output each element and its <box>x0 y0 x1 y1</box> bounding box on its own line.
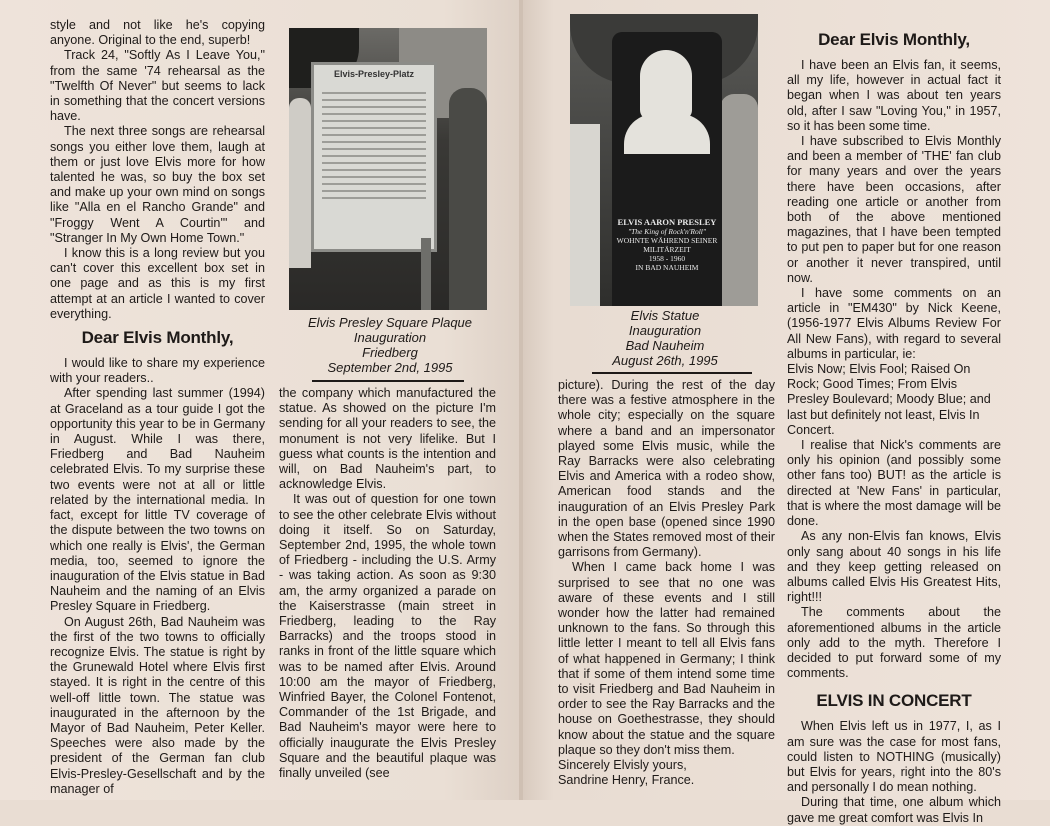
paragraph: Track 24, "Softly As I Leave You," from the same '74 rehearsal as the "Twelfth Of Never" but seems to lack in something that the concert versions have. <box>50 48 265 124</box>
paragraph: the company which manufactured the statue. As showed on the picture I'm sending for all your readers to see, the monument is not very lifelike. But I guess what counts is the intention and will, on Bad Nauheim's part, to acknowledge Elvis. <box>279 386 496 492</box>
inscription-line: MILITÄRZEIT <box>643 245 691 254</box>
caption-line: Friedberg <box>362 345 418 360</box>
caption-line: Elvis Presley Square Plaque <box>307 315 473 330</box>
inscription-line: ELVIS AARON PRESLEY <box>617 217 717 227</box>
statue-caption <box>550 308 780 368</box>
letter-heading: Dear Elvis Monthly, <box>818 30 970 49</box>
paragraph: When Elvis left us in 1977, I, as I am sure was the case for most fans, could listen to NOTHING (musically) but Elvis for years, right into the 80's and personally I do mean nothing. <box>787 719 1001 795</box>
crowd-person <box>720 94 758 306</box>
plaque-post <box>421 238 431 310</box>
statue-slab <box>612 32 722 306</box>
paragraph: It was out of question for one town to see the other celebrate Elvis without doing it itself. So on Saturday, September 2nd, 1995, the whole town of Friedberg - including the U.S. Army - was taking action. As soon as 9:30 am, the army organized a parade on the Kaiserstrasse (main street in Friedberg, leading to the Ray Barracks) and the troops stood in ranks in front of the little square which was to be named after Elvis. Around 10:00 am the mayor of Friedberg, Winfried Bayer, the Colonel Fontenot, Commander of the 1st Brigade, and Bad Nauheim's mayor were here to officially inaugurate the Elvis Presley Square and the beautiful plaque was finally unveiled (see <box>279 492 496 781</box>
paragraph: I realise that Nick's comments are only his opinion (and possibly some other fans too) BUT! as the article is directed at 'New Fans' in particular, that is where the most damage will be done. <box>787 438 1001 529</box>
left-column-1 <box>50 18 265 796</box>
signoff: Sincerely Elvisly yours, <box>558 758 687 773</box>
caption-line: Bad Nauheim <box>625 338 705 353</box>
inscription-line: "The King of Rock'n'Roll" <box>627 227 707 236</box>
paragraph: I have subscribed to Elvis Monthly and been a member of 'THE' fan club for many years and over the years there have been occasions, after reading one article or another from both of the above mentioned magazines, that I have been tempted to put pen to paper but for one reason or another it never transpired, until now. <box>787 134 1001 285</box>
crowd-person <box>570 124 600 306</box>
plaque-caption <box>270 315 510 375</box>
paragraph: picture). During the rest of the day there was a festive atmosphere in the whole city; especially on the square where a band and an impersonator played some Elvis music, while the Ray Barracks were also celebrating Elvis and America with a rodeo show, American food stands and the inauguration of an Elvis Presley Park in the open base (opened since 1990 when the States removed most of their garrisons from Germany). <box>558 378 775 560</box>
caption-line: Elvis Statue <box>630 308 700 323</box>
paragraph: After spending last summer (1994) at Graceland as a tour guide I got the opportunity this year to be in Germany in August. While I was there, Friedberg and Bad Nauheim celebrated Elvis. To my surprise these two events were not at all or little related by the international media. In fact, except for little TV coverage of the dispute between the two towns on which one really is Elvis', the German media, too, seemed to ignore the inauguration of the Elvis statue in Bad Nauheim and the naming of an Elvis Presley Square in Friedberg. <box>50 386 265 614</box>
crowd-person <box>449 88 487 310</box>
statue-photo <box>570 14 758 306</box>
paragraph: On August 26th, Bad Nauheim was the first of the two towns to officially recognize Elvis. The statue is right by the Grunewald Hotel where Elvis first stayed. It is right in the centre of this well-off little town. The statue was inaugurated in the afternoon by the Mayor of Bad Nauheim, Peter Keller. Speeches were also made by the president of the German fan club Elvis-Presley-Gesellschaft and by the manager of <box>50 614 265 796</box>
caption-line: Inauguration <box>353 330 427 345</box>
paragraph: I have been an Elvis fan, it seems, all my life, however in actual fact it began when I was about ten years old, after I saw "Loving You," in 1957, so it has been some time. <box>787 58 1001 133</box>
album-list: Elvis Now; Elvis Fool; Raised On Rock; Good Times; From Elvis Presley Boulevard; Moody Blue; and last but definitely not least, Elvis In Concert. <box>787 362 991 437</box>
caption-divider <box>592 372 752 374</box>
inscription-line: 1958 - 1960 <box>648 254 686 263</box>
crowd-person <box>289 98 311 268</box>
page-gutter <box>519 0 523 800</box>
right-column-2 <box>787 28 1001 825</box>
inscription-line: WOHNTE WÄHREND SEINER <box>616 236 718 245</box>
paragraph: The comments about the aforementioned albums in the article only add to the myth. Therefore I decided to put forward some of my comments. <box>787 605 1001 681</box>
plaque-board <box>311 62 437 252</box>
signature: Sandrine Henry, France. <box>558 773 695 788</box>
section-heading: ELVIS IN CONCERT <box>816 691 972 711</box>
paragraph: I know this is a long review but you can't cover this excellent box set in one page and as this is my first attempt at an article I wanted to cover everything. <box>50 246 265 321</box>
letter-heading: Dear Elvis Monthly, <box>81 328 234 348</box>
statue-inscription <box>616 218 718 272</box>
paragraph: When I came back home I was surprised to see that no one was aware of these events and I still wonder how the latter had remained unknown to the fans. So through this little letter I meant to tell all Elvis fans of what happened in Germany; I think that if some of them intend some time to visit Friedberg and Bad Nauheim in order to see the Ray Barracks and the house on Goethestrasse, they should know about the statue and the square plaque so they don't miss them. <box>558 560 775 757</box>
caption-line: Inauguration <box>628 323 702 338</box>
paragraph: During that time, one album which gave me great comfort was Elvis In <box>787 795 1001 825</box>
plaque-title: Elvis-Presley-Platz <box>333 69 415 79</box>
plaque-text-lines <box>314 87 434 204</box>
right-column-1 <box>558 378 775 796</box>
caption-divider <box>312 380 464 382</box>
plaque-photo <box>289 28 487 310</box>
left-column-2 <box>279 386 496 796</box>
paragraph: As any non-Elvis fan knows, Elvis only sang about 40 songs in his life and they keep getting released on albums called Elvis His Greatest Hits, right!!! <box>787 529 1001 605</box>
bust-shoulders <box>624 114 710 154</box>
elvis-bust <box>640 50 692 120</box>
paragraph: I would like to share my experience with your readers.. <box>50 356 265 386</box>
caption-line: August 26th, 1995 <box>612 353 718 368</box>
paragraph: style and not like he's copying anyone. Original to the end, superb! <box>50 18 265 48</box>
paragraph: The next three songs are rehearsal songs you either love them, laugh at them or just love Elvis more for how talented he was, so buy the box set and make up your own mind on songs like "Alla en el Rancho Grande" and "Froggy Went A Courtin'" and "Stranger In My Own Home Town." <box>50 124 265 245</box>
paragraph: I have some comments on an article in "EM430" by Nick Keene, (1956-1977 Elvis Albums Review For All New Fans), with regard to several albums in particular, ie: <box>787 286 1001 361</box>
caption-line: September 2nd, 1995 <box>327 360 453 375</box>
inscription-line: IN BAD NAUHEIM <box>635 263 699 272</box>
